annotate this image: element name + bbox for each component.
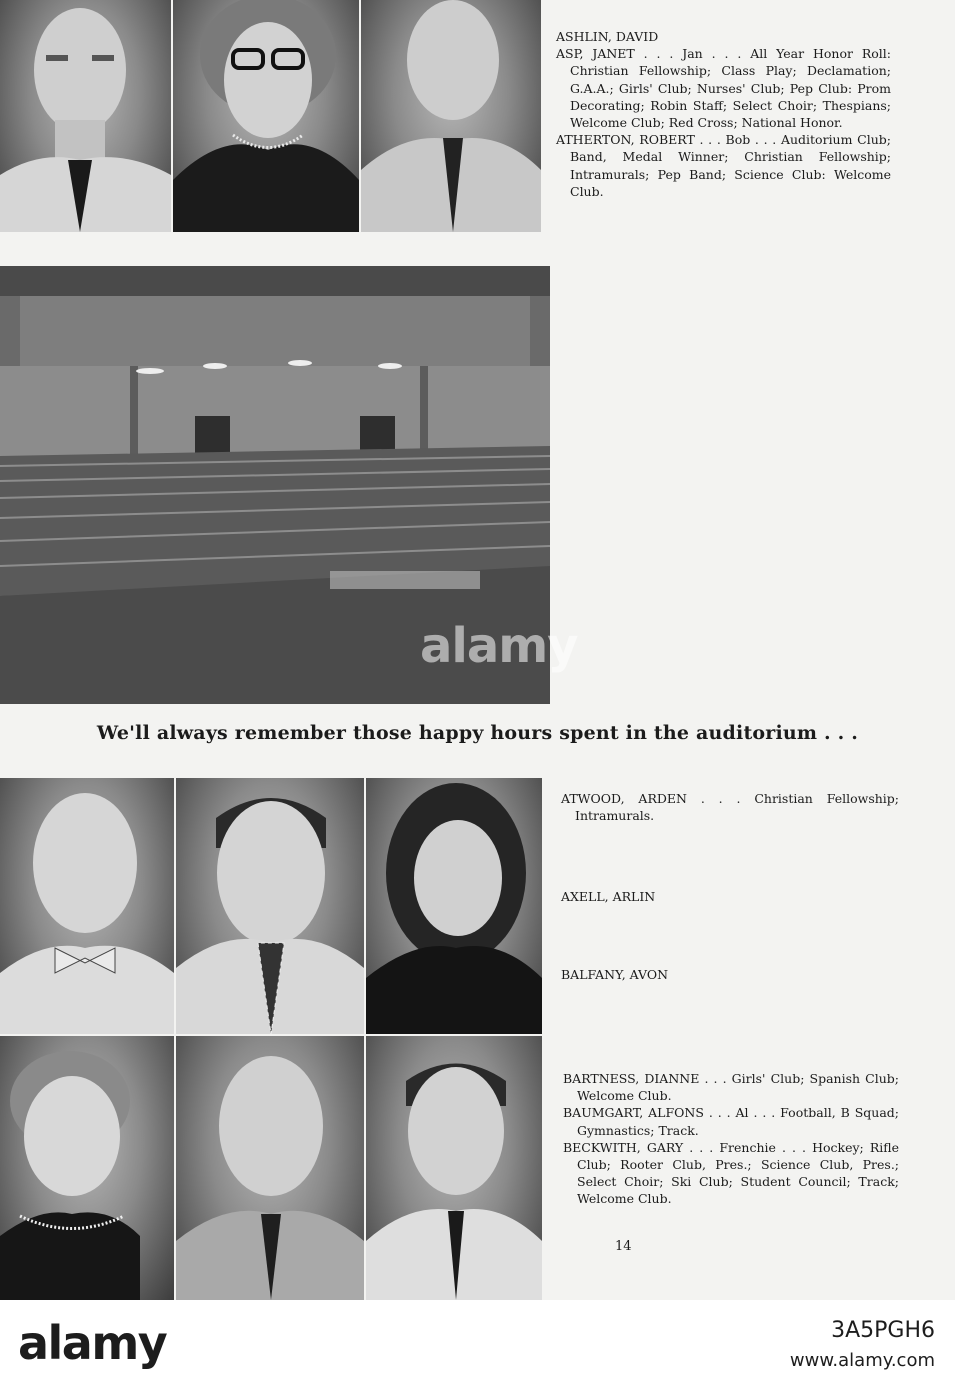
bio-baumgart-alfons: BAUMGART, ALFONS . . . Al . . . Football, B Squad; Gymnastics; Track. bbox=[563, 1105, 899, 1138]
image-id: 3A5PGH6 bbox=[831, 1318, 935, 1343]
bottom-bios bbox=[563, 1070, 899, 1208]
top-bios bbox=[556, 28, 891, 200]
portrait-asp-janet bbox=[173, 0, 359, 232]
portrait-balfany-avon bbox=[366, 778, 542, 1034]
portrait-figure bbox=[366, 1036, 542, 1300]
portrait-figure bbox=[366, 778, 542, 1034]
portrait-bartness-dianne bbox=[0, 1036, 174, 1300]
portrait-atherton-robert bbox=[361, 0, 541, 232]
portrait-axell-arlin bbox=[176, 778, 364, 1034]
bio-axell-arlin: AXELL, ARLIN bbox=[561, 889, 656, 904]
site-link[interactable]: www.alamy.com bbox=[789, 1350, 935, 1371]
bio-asp-janet: ASP, JANET . . . Jan . . . All Year Honor Roll: Christian Fellowship; Class Play; Declamation; G.A.A.; Girls' Club; Nurses' Club; Pep Club: Prom Decorating; Robin Staff; Select Choir; Thespians; Welcome Club; Red Cross; National Honor. bbox=[556, 46, 891, 131]
portrait-figure bbox=[361, 0, 541, 232]
brand-logo: alamy bbox=[18, 1316, 167, 1370]
bio-beckwith-gary: BECKWITH, GARY . . . Frenchie . . . Hockey; Rifle Club; Rooter Club, Pres.; Science Club, Pres.; Select Choir; Ski Club; Student Council; Track; Welcome Club. bbox=[563, 1139, 899, 1207]
bio-atwood-arden: ATWOOD, ARDEN . . . Christian Fellowship; Intramurals. bbox=[561, 791, 899, 824]
mid-bio-atwood bbox=[561, 790, 899, 824]
portrait-figure bbox=[0, 0, 171, 232]
portrait-atwood-arden bbox=[0, 778, 174, 1034]
photo-watermark: alamy bbox=[420, 618, 578, 674]
bio-ashlin-david: ASHLIN, DAVID bbox=[556, 29, 659, 44]
page-number: 14 bbox=[615, 1239, 632, 1254]
portrait-figure bbox=[173, 0, 359, 232]
auditorium-caption: We'll always remember those happy hours spent in the auditorium . . . bbox=[96, 722, 859, 744]
portrait-baumgart-alfons bbox=[176, 1036, 364, 1300]
portrait-figure bbox=[0, 778, 174, 1034]
bio-balfany-avon: BALFANY, AVON bbox=[561, 967, 669, 982]
bio-bartness-dianne: BARTNESS, DIANNE . . . Girls' Club; Spanish Club; Welcome Club. bbox=[563, 1071, 899, 1104]
portrait-figure bbox=[0, 1036, 174, 1300]
bio-atherton-robert: ATHERTON, ROBERT . . . Bob . . . Auditorium Club; Band, Medal Winner; Christian Fellowship; Intramurals; Pep Band; Science Club: Welcome Club. bbox=[556, 132, 891, 199]
portrait-figure bbox=[176, 778, 364, 1034]
mid-bio-balfany bbox=[561, 966, 899, 983]
portrait-figure bbox=[176, 1036, 364, 1300]
mid-bio-axell bbox=[561, 888, 899, 905]
portrait-ashlin-david bbox=[0, 0, 171, 232]
portrait-beckwith-gary bbox=[366, 1036, 542, 1300]
